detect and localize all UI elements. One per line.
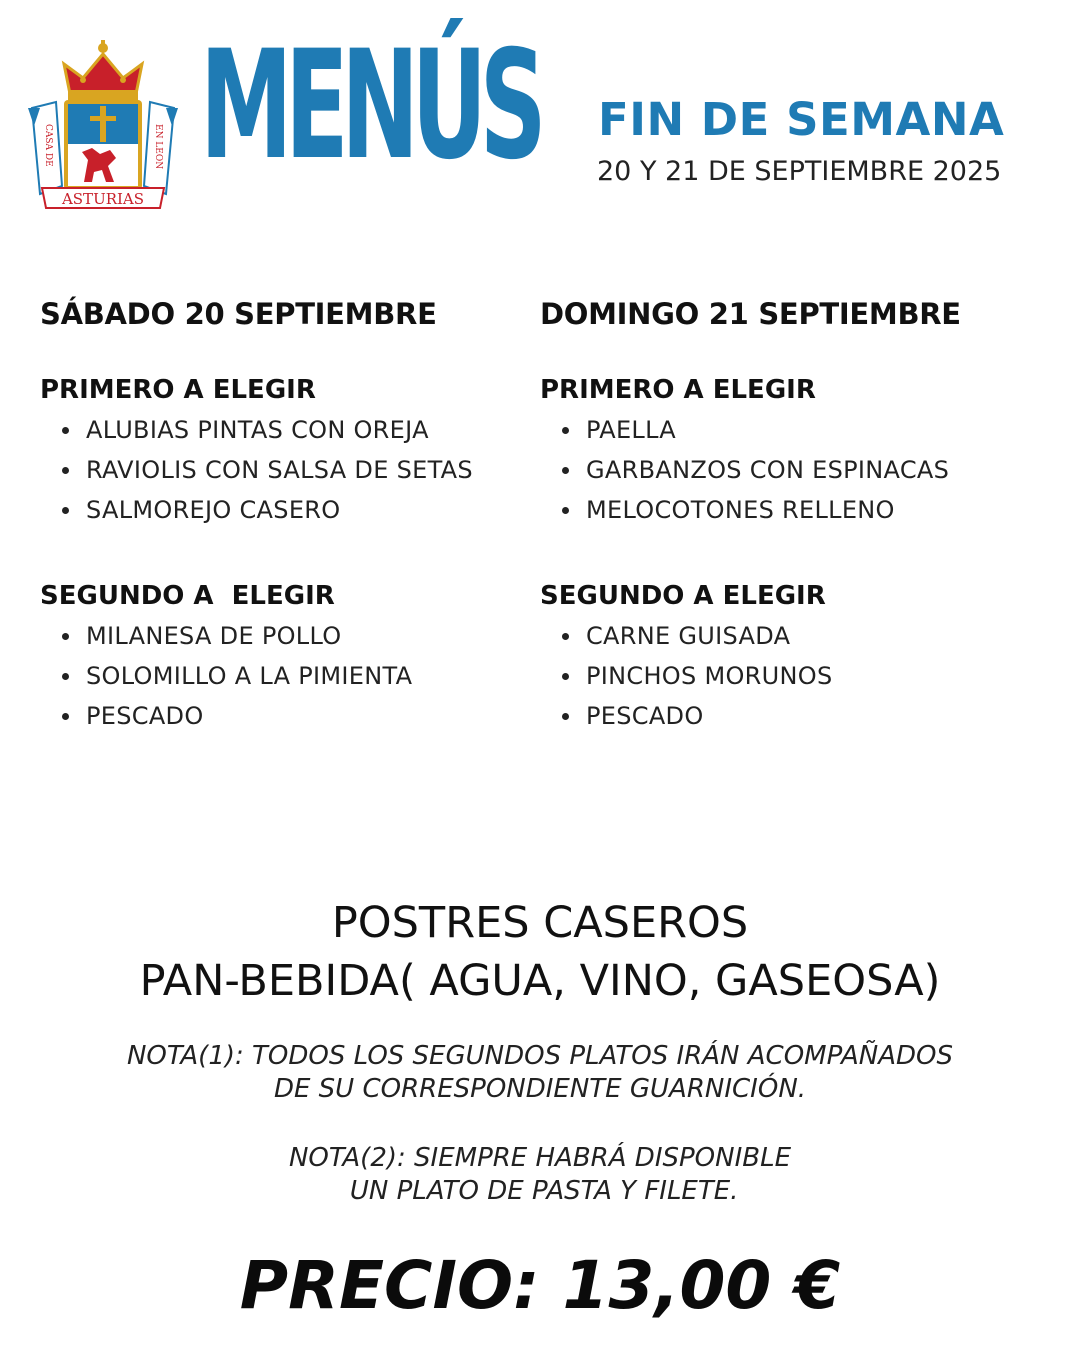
note-1-line-2: DE SU CORRESPONDIENTE GUARNICIÓN.	[273, 1074, 807, 1104]
menu-subtitle: FIN DE SEMANA	[598, 93, 1005, 146]
casa-asturias-logo	[28, 36, 178, 211]
crest-icon	[28, 36, 178, 211]
notes-block	[0, 1040, 1080, 1208]
price: PRECIO: 13,00 €	[239, 1247, 841, 1324]
course-title: SEGUNDO A ELEGIR	[40, 581, 335, 611]
day-title: SÁBADO 20 SEPTIEMBRE	[40, 297, 437, 331]
note-1-line-1: NOTA(1): TODOS LOS SEGUNDOS PLATOS IRÁN ACOMPAÑADOS	[126, 1041, 954, 1071]
note-2-line-1: NOTA(2): SIEMPRE HABRÁ DISPONIBLE	[288, 1143, 791, 1173]
dish-list	[40, 410, 540, 530]
banner-text: ASTURIAS	[61, 190, 145, 208]
dish-item: CARNE GUISADA	[540, 616, 1040, 656]
dish-item: PAELLA	[540, 410, 1040, 450]
course-first	[40, 372, 540, 530]
dish-item: SALMOREJO CASERO	[40, 490, 540, 530]
dish-item: SOLOMILLO A LA PIMIENTA	[40, 656, 540, 696]
dish-list	[40, 616, 540, 736]
crown-icon	[64, 40, 142, 100]
course-second	[540, 578, 1040, 736]
bread-drink-line: PAN-BEBIDA( AGUA, VINO, GASEOSA)	[139, 956, 941, 1006]
desserts-line: POSTRES CASEROS	[331, 898, 749, 948]
extras-block	[0, 894, 1080, 1010]
dish-item: PINCHOS MORUNOS	[540, 656, 1040, 696]
ribbon-right-text: EN LEON	[153, 124, 163, 170]
dish-item: MILANESA DE POLLO	[40, 616, 540, 656]
dish-item: PESCADO	[540, 696, 1040, 736]
course-second	[40, 578, 540, 736]
dish-list	[540, 616, 1040, 736]
dish-list	[540, 410, 1040, 530]
note-2-line-2: UN PLATO DE PASTA Y FILETE.	[341, 1176, 739, 1206]
menu-date: 20 Y 21 DE SEPTIEMBRE 2025	[597, 156, 1002, 187]
day-title: DOMINGO 21 SEPTIEMBRE	[540, 297, 961, 331]
day-column-saturday	[40, 294, 540, 784]
course-first	[540, 372, 1040, 530]
menu-title: MENÚS	[200, 19, 540, 193]
dish-item: MELOCOTONES RELLENO	[540, 490, 1040, 530]
ribbon-left-text: CASA DE	[43, 124, 53, 167]
dish-item: RAVIOLIS CON SALSA DE SETAS	[40, 450, 540, 490]
course-title: PRIMERO A ELEGIR	[40, 375, 316, 405]
note-spacer	[0, 1106, 1080, 1142]
day-column-sunday	[540, 294, 1040, 784]
course-title: SEGUNDO A ELEGIR	[540, 581, 826, 611]
dish-item: ALUBIAS PINTAS CON OREJA	[40, 410, 540, 450]
course-title: PRIMERO A ELEGIR	[540, 375, 816, 405]
dish-item: GARBANZOS CON ESPINACAS	[540, 450, 1040, 490]
dish-item: PESCADO	[40, 696, 540, 736]
